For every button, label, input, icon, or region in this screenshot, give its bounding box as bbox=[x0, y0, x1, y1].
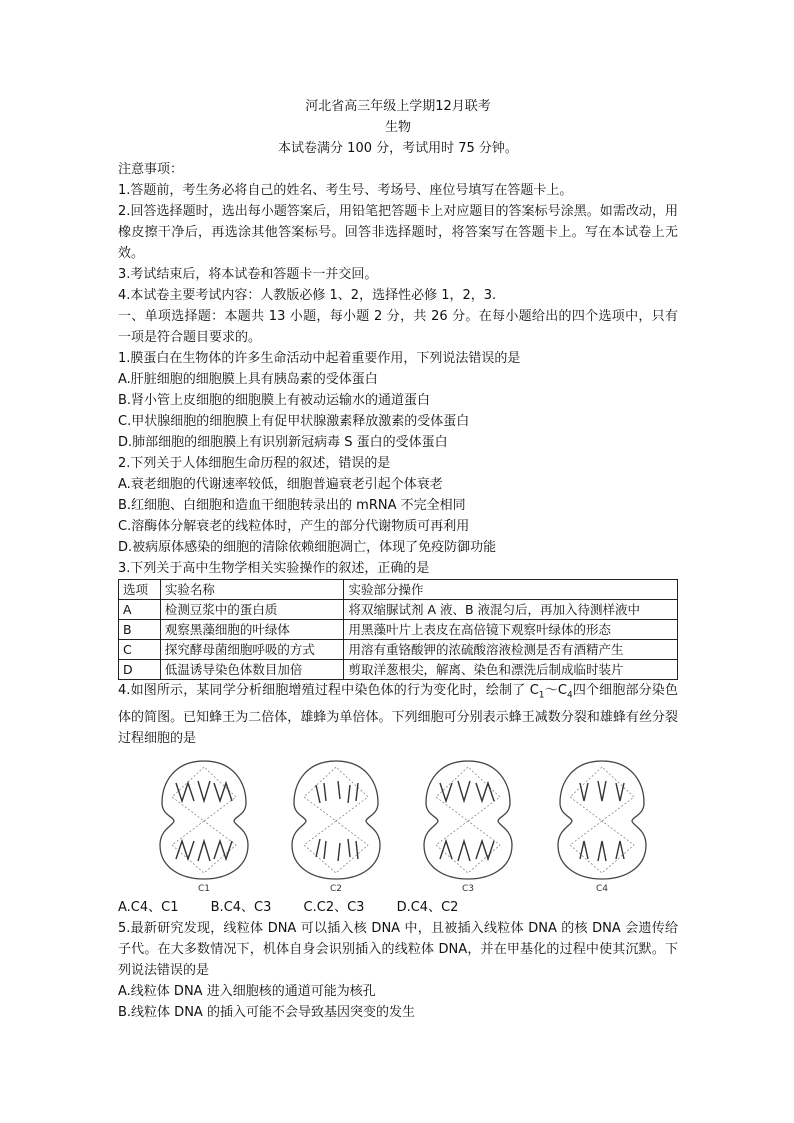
experiment-table bbox=[118, 579, 678, 680]
notes-heading: 注意事项： bbox=[118, 162, 184, 177]
cell-diagram-c2 bbox=[286, 757, 386, 883]
note-item: 3.考试结束后，将本试卷和答题卡一并交回。 bbox=[118, 267, 378, 282]
table-row bbox=[119, 620, 678, 640]
question-stem: 3.下列关于高中生物学相关实验操作的叙述，正确的是 bbox=[118, 561, 430, 576]
stem-text: 4.如图所示，某同学分析细胞增殖过程中染色体的行为变化时，绘制了 bbox=[118, 683, 530, 698]
cell-diagram-c1 bbox=[154, 757, 254, 883]
table-cell: D bbox=[119, 660, 161, 680]
section-heading: 一、单项选择题：本题共 13 小题，每小题 2 分，共 26 分。在每小题给出的四个选项中，只有一项是符合题目要求的。 bbox=[118, 309, 678, 345]
note-item: 2.回答选择题时，选出每小题答案后，用铅笔把答题卡上对应题目的答案标号涂黑。如需改动，用橡皮擦干净后，再选涂其他答案标号。回答非选择题时，将答案写在答题卡上。写在本试卷上无效。 bbox=[118, 204, 678, 261]
cell-label: C bbox=[529, 683, 539, 698]
table-cell: 用黑藻叶片上表皮在高倍镜下观察叶绿体的形态 bbox=[344, 620, 678, 640]
figure-label: C4 bbox=[595, 883, 608, 894]
option-a: A.线粒体 DNA 进入细胞核的通道可能为核孔 bbox=[118, 983, 376, 999]
option-b: B.线粒体 DNA 的插入可能不会导致基因突变的发生 bbox=[118, 1004, 415, 1020]
option-b: B.红细胞、白细胞和造血干细胞转录出的 mRNA 不完全相同 bbox=[118, 498, 466, 513]
cell-figure-c2 bbox=[286, 757, 386, 897]
table-cell: 用溶有重铬酸钾的浓硫酸溶液检测是否有酒精产生 bbox=[344, 640, 678, 660]
note-item: 4.本试卷主要考试内容：人教版必修 1、2，选择性必修 1，2，3. bbox=[118, 288, 497, 303]
stem-text: 四个细胞部分染色体的简图。已知蜂王为二倍体，雄蜂为单倍体。下列细胞可分别表示蜂王减数分裂和雄蜂有丝分裂过程细胞的是 bbox=[118, 683, 678, 746]
range-separator: ～ bbox=[544, 683, 558, 698]
option-d: D.C4、C2 bbox=[396, 899, 459, 915]
question-3 bbox=[118, 558, 678, 680]
cell-diagram-c3 bbox=[418, 757, 518, 883]
question-4 bbox=[118, 680, 678, 918]
table-header-cell: 实验部分操作 bbox=[344, 580, 678, 600]
table-cell: 观察黑藻细胞的叶绿体 bbox=[160, 620, 344, 640]
question-2 bbox=[118, 453, 678, 558]
question-5 bbox=[118, 918, 678, 1023]
figure-label: C2 bbox=[329, 883, 342, 894]
cell-label-sub: 1 bbox=[538, 690, 545, 701]
question-options bbox=[118, 897, 678, 918]
option-c: C.溶酶体分解衰老的线粒体时，产生的部分代谢物质可再利用 bbox=[118, 519, 470, 534]
cell-figure-c4 bbox=[552, 757, 652, 897]
question-stem bbox=[118, 680, 678, 749]
table-header-row bbox=[119, 580, 678, 600]
cell-label-sub: 4 bbox=[566, 690, 573, 701]
table-row bbox=[119, 660, 678, 680]
table-cell: 探究酵母菌细胞呼吸的方式 bbox=[160, 640, 344, 660]
cell-division-figures bbox=[118, 757, 678, 897]
note-item: 1.答题前，考生务必将自己的姓名、考生号、考场号、座位号填写在答题卡上。 bbox=[118, 183, 573, 198]
exam-title: 河北省高三年级上学期12月联考 bbox=[305, 99, 491, 114]
table-row bbox=[119, 640, 678, 660]
question-1 bbox=[118, 348, 678, 453]
option-c: C.C2、C3 bbox=[303, 899, 365, 915]
cell-figure-c3 bbox=[418, 757, 518, 897]
question-stem: 5.最新研究发现，线粒体 DNA 可以插入核 DNA 中，且被插入线粒体 DNA 的核 DNA 会遗传给子代。在大多数情况下，机体自身会识别插入的线粒体 DNA，并在甲基化的过程中使其沉默。下列说法错误的是 bbox=[118, 920, 678, 978]
table-cell: 剪取洋葱根尖，解离、染色和漂洗后制成临时装片 bbox=[344, 660, 678, 680]
exam-subject: 生物 bbox=[384, 120, 411, 135]
table-header-cell: 实验名称 bbox=[160, 580, 344, 600]
question-stem: 1.膜蛋白在生物体的许多生命活动中起着重要作用，下列说法错误的是 bbox=[118, 351, 521, 366]
cell-diagram-c4 bbox=[552, 757, 652, 883]
table-cell: 检测豆浆中的蛋白质 bbox=[160, 600, 344, 620]
option-a: A.C4、C1 bbox=[118, 899, 179, 915]
cell-label: C bbox=[557, 683, 567, 698]
table-row bbox=[119, 600, 678, 620]
table-cell: 低温诱导染色体数目加倍 bbox=[160, 660, 344, 680]
table-cell: 将双缩脲试剂 A 液、B 液混匀后，再加入待测样液中 bbox=[344, 600, 678, 620]
option-a: A.肝脏细胞的细胞膜上具有胰岛素的受体蛋白 bbox=[118, 372, 378, 387]
question-stem: 2.下列关于人体细胞生命历程的叙述，错误的是 bbox=[118, 456, 391, 471]
figure-label: C3 bbox=[461, 883, 474, 894]
cell-figure-c1 bbox=[154, 757, 254, 897]
figure-label: C1 bbox=[197, 883, 210, 894]
table-cell: B bbox=[119, 620, 161, 640]
exam-page bbox=[118, 96, 678, 1023]
table-header-cell: 选项 bbox=[119, 580, 161, 600]
option-b: B.肾小管上皮细胞的细胞膜上有被动运输水的通道蛋白 bbox=[118, 393, 431, 408]
table-cell: C bbox=[119, 640, 161, 660]
option-a: A.衰老细胞的代谢速率较低，细胞普遍衰老引起个体衰老 bbox=[118, 477, 443, 492]
exam-info: 本试卷满分 100 分，考试用时 75 分钟。 bbox=[278, 141, 518, 156]
option-b: B.C4、C3 bbox=[210, 899, 272, 915]
option-c: C.甲状腺细胞的细胞膜上有促甲状腺激素释放激素的受体蛋白 bbox=[118, 414, 470, 429]
table-cell: A bbox=[119, 600, 161, 620]
option-d: D.被病原体感染的细胞的清除依赖细胞凋亡，体现了免疫防御功能 bbox=[118, 540, 497, 555]
option-d: D.肺部细胞的细胞膜上有识别新冠病毒 S 蛋白的受体蛋白 bbox=[118, 435, 448, 450]
